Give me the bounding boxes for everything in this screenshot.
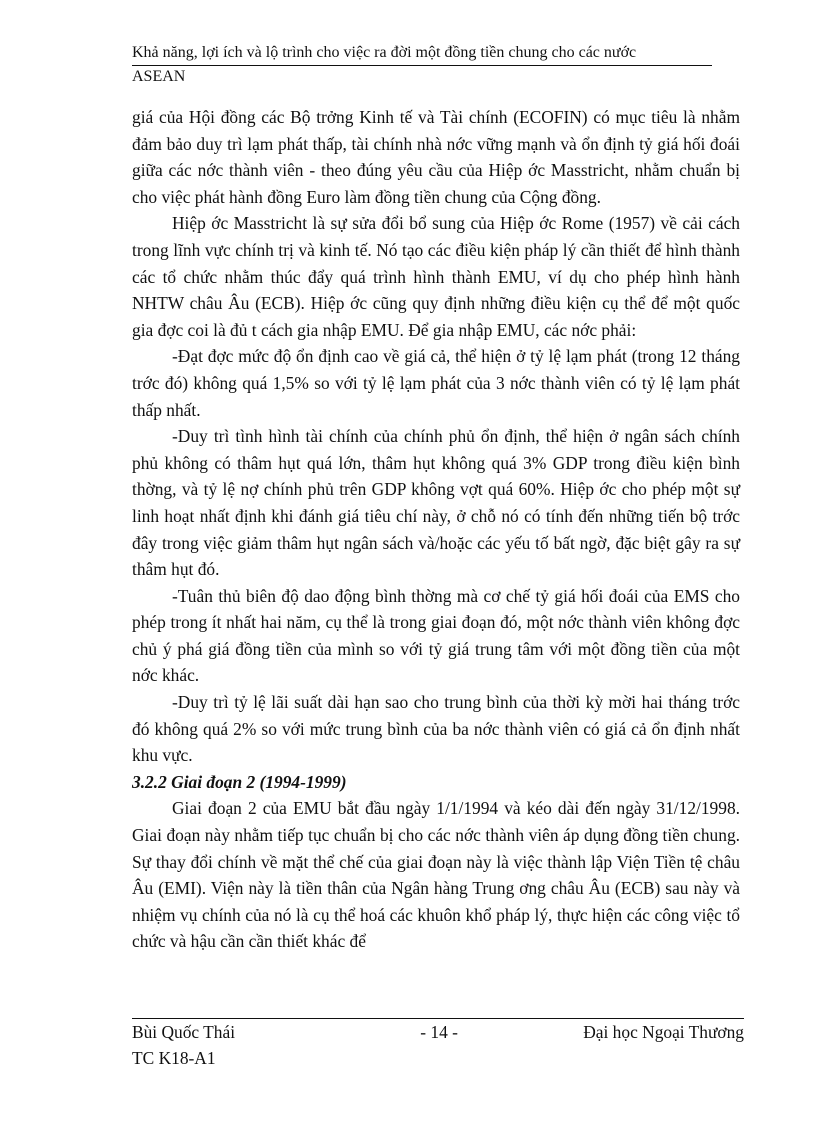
page-number: - 14 - (420, 1022, 458, 1042)
list-item: -Duy trì tình hình tài chính của chính phủ ổn định, thể hiện ở ngân sách chính phủ không có thâm hụt quá lớn, thâm hụt không quá 3% GDP trong điều kiện bình thờng, và tỷ lệ nợ chính phủ trên GDP không vợt quá 60%. Hiệp ớc cho phép một sự linh hoạt nhất định khi đánh giá tiêu chí này, ở chỗ nó có tính đến những tiến bộ trớc đây trong việc giảm thâm hụt ngân sách và/hoặc các yếu tố bất ngờ, đặc biệt gây ra sự thâm hụt đó. (132, 426, 740, 580)
section-heading: 3.2.2 Giai đoạn 2 (1994-1999) (132, 771, 347, 792)
footer-class: TC K18-A1 (132, 1048, 216, 1068)
paragraph: Giai đoạn 2 của EMU bắt đầu ngày 1/1/1994 và kéo dài đến ngày 31/12/1998. Giai đoạn này nhằm tiếp tục chuẩn bị cho các nớc thành viên áp dụng đồng tiền chung. Sự thay đổi chính về mặt thể chế của giai đoạn này là việc thành lập Viện Tiền tệ châu Âu (EMI). Viện này là tiền thân của Ngân hàng Trung ơng châu Âu (ECB) sau này và nhiệm vụ chính của nó là cụ thể hoá các khuôn khổ pháp lý, thực hiện các công việc tổ chức và hậu cần cần thiết khác để (132, 798, 740, 952)
document-body (132, 104, 740, 955)
list-item: -Duy trì tỷ lệ lãi suất dài hạn sao cho trung bình của thời kỳ mời hai tháng trớc đó không quá 2% so với mức trung bình của ba nớc thành viên có giá cả ổn định nhất khu vực. (132, 692, 740, 766)
footer-author: Bùi Quốc Thái (132, 1022, 236, 1042)
page-header (132, 42, 712, 88)
header-title-continued: ASEAN (132, 68, 186, 85)
paragraph: Hiệp ớc Masstricht là sự sửa đổi bổ sung của Hiệp ớc Rome (1957) về cải cách trong lĩnh vực chính trị và kinh tế. Nó tạo các điều kiện pháp lý cần thiết để hình thành các tổ chức nhằm thúc đẩy quá trình hình thành EMU, ví dụ cho phép hình hành NHTW châu Âu (ECB). Hiệp ớc cũng quy định những điều kiện cụ thể để một quốc gia đợc coi là đủ t cách gia nhập EMU. Để gia nhập EMU, các nớc phải: (132, 213, 740, 340)
paragraph: giá của Hội đồng các Bộ trởng Kinh tế và Tài chính (ECOFIN) có mục tiêu là nhằm đảm bảo duy trì lạm phát thấp, tài chính nhà nớc vững mạnh và ổn định tỷ giá hối đoái giữa các nớc thành viên - theo đúng yêu cầu của Hiệp ớc Masstricht, nhằm chuẩn bị cho việc phát hành đồng Euro làm đồng tiền chung của Cộng đồng. (132, 107, 740, 207)
page-footer (132, 1018, 744, 1071)
header-title: Khả năng, lợi ích và lộ trình cho việc ra đời một đồng tiền chung cho các nước (132, 42, 712, 66)
list-item: -Tuân thủ biên độ dao động bình thờng mà cơ chế tỷ giá hối đoái của EMS cho phép trong ít nhất hai năm, cụ thể là trong giai đoạn đó, một nớc thành viên không đợc chủ ý phá giá đồng tiền của mình so với tỷ giá trung tâm với một đồng tiền của một nớc khác. (132, 585, 740, 686)
list-item: -Đạt đợc mức độ ổn định cao về giá cả, thể hiện ở tỷ lệ lạm phát (trong 12 tháng trớc đó) không quá 1,5% so với tỷ lệ lạm phát của 3 nớc thành viên có tỷ lệ lạm phát thấp nhất. (132, 346, 740, 420)
footer-university: Đại học Ngoại Thương (583, 1022, 744, 1042)
